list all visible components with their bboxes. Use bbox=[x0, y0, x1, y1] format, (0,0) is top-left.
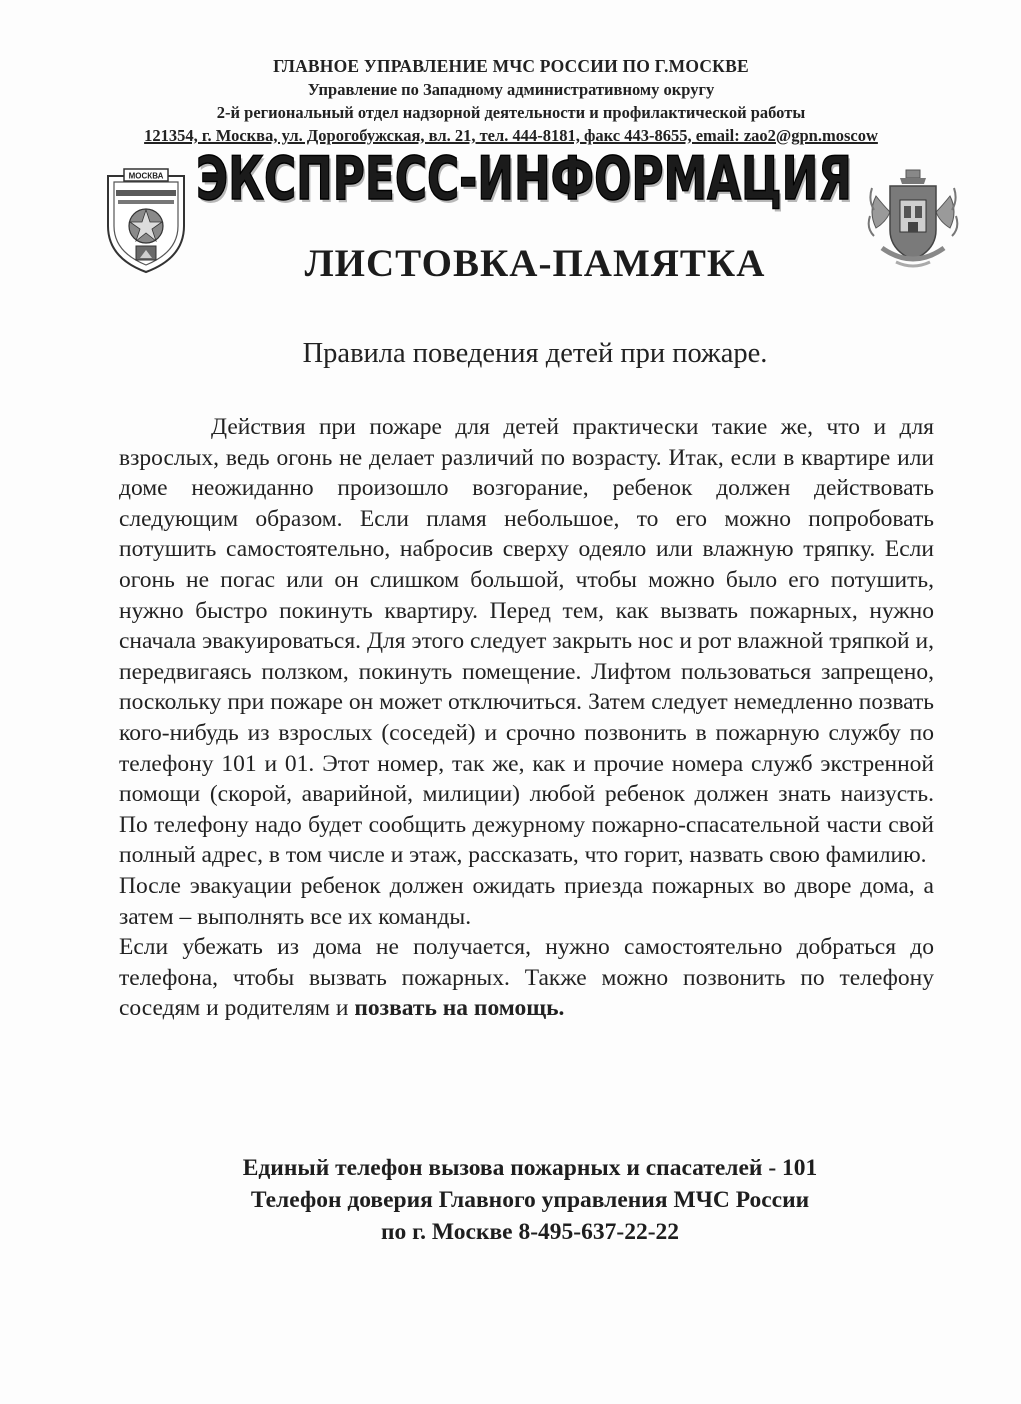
footer-emergency-phone: Единый телефон вызова пожарных и спасателей - 101 bbox=[242, 1155, 818, 1181]
header-org-name: ГЛАВНОЕ УПРАВЛЕНИЕ МЧС РОССИИ ПО Г.МОСКВЕ bbox=[273, 56, 749, 76]
emblem-top-label: МОСКВА bbox=[128, 171, 164, 181]
body-paragraph-3 bbox=[119, 932, 934, 1024]
body-paragraph-3-bold: позвать на помощь. bbox=[354, 995, 565, 1022]
footer-trust-line: Телефон доверия Главного управления МЧС России bbox=[250, 1187, 810, 1213]
banner-text: ЭКСПРЕСС-ИНФОРМАЦИЯ bbox=[196, 144, 852, 212]
body-paragraph-2: После эвакуации ребенок должен ожидать приезда пожарных во дворе дома, а затем – выполнять все их команды. bbox=[119, 872, 934, 930]
footer-block bbox=[130, 1152, 930, 1248]
header-department: Управление по Западному административному округу bbox=[307, 80, 715, 99]
header-block bbox=[100, 54, 922, 147]
body-text bbox=[119, 412, 934, 1024]
header-contacts: 121354, г. Москва, ул. Дорогобужская, вл. 21, тел. 444-8181, факс 443-8655, email: zao2@gpn.moscow bbox=[144, 126, 878, 145]
footer-trust-number: по г. Москве 8-495-637-22-22 bbox=[380, 1219, 680, 1245]
document-subtitle: Правила поведения детей при пожаре. bbox=[302, 338, 768, 369]
document-title: ЛИСТОВКА-ПАМЯТКА bbox=[304, 242, 766, 285]
header-division: 2-й региональный отдел надзорной деятельности и профилактической работы bbox=[216, 103, 806, 122]
express-info-banner bbox=[190, 136, 858, 212]
banner-text-shadow: ЭКСПРЕСС-ИНФОРМАЦИЯ bbox=[198, 147, 854, 212]
body-paragraph-3-text: Если убежать из дома не получается, нужно самостоятельно добраться до телефона, чтобы вызвать пожарных. Также можно позвонить по телефону соседям и родителям и bbox=[119, 934, 934, 1022]
mchs-moscow-emblem-icon bbox=[100, 166, 192, 276]
body-paragraph-1: Действия при пожаре для детей практически такие же, что и для взрослых, ведь огонь не делает различий по возрасту. Итак, если в квартире или доме неожиданно произошло возгорание, ребенок должен действовать следующим образом. Если пламя небольшое, то его можно попробовать потушить самостоятельно, набросив сверху одеяло или влажную тряпку. Если огонь не погас или он слишком большой, чтобы можно было его потушить, нужно быстро покинуть квартиру. Перед тем, как вызвать пожарных, нужно сначала эвакуироваться. Для этого следует закрыть нос и рот влажной тряпкой и, передвигаясь ползком, покинуть помещение. Лифтом пользоваться запрещено, поскольку при пожаре он может отключиться. Затем следует немедленно позвать кого-нибудь из взрослых (соседей) и срочно позвонить в пожарную службу по телефону 101 и 01. Этот номер, так же, как и прочие номера служб экстренной помощи (скорой, аварийной, милиции) любой ребенок должен знать наизусть. По телефону надо будет сообщить дежурному пожарно-спасательной части свой полный адрес, в том числе и этаж, рассказать, что горит, назвать свою фамилию. bbox=[119, 414, 934, 869]
district-coat-of-arms-icon bbox=[866, 166, 960, 274]
